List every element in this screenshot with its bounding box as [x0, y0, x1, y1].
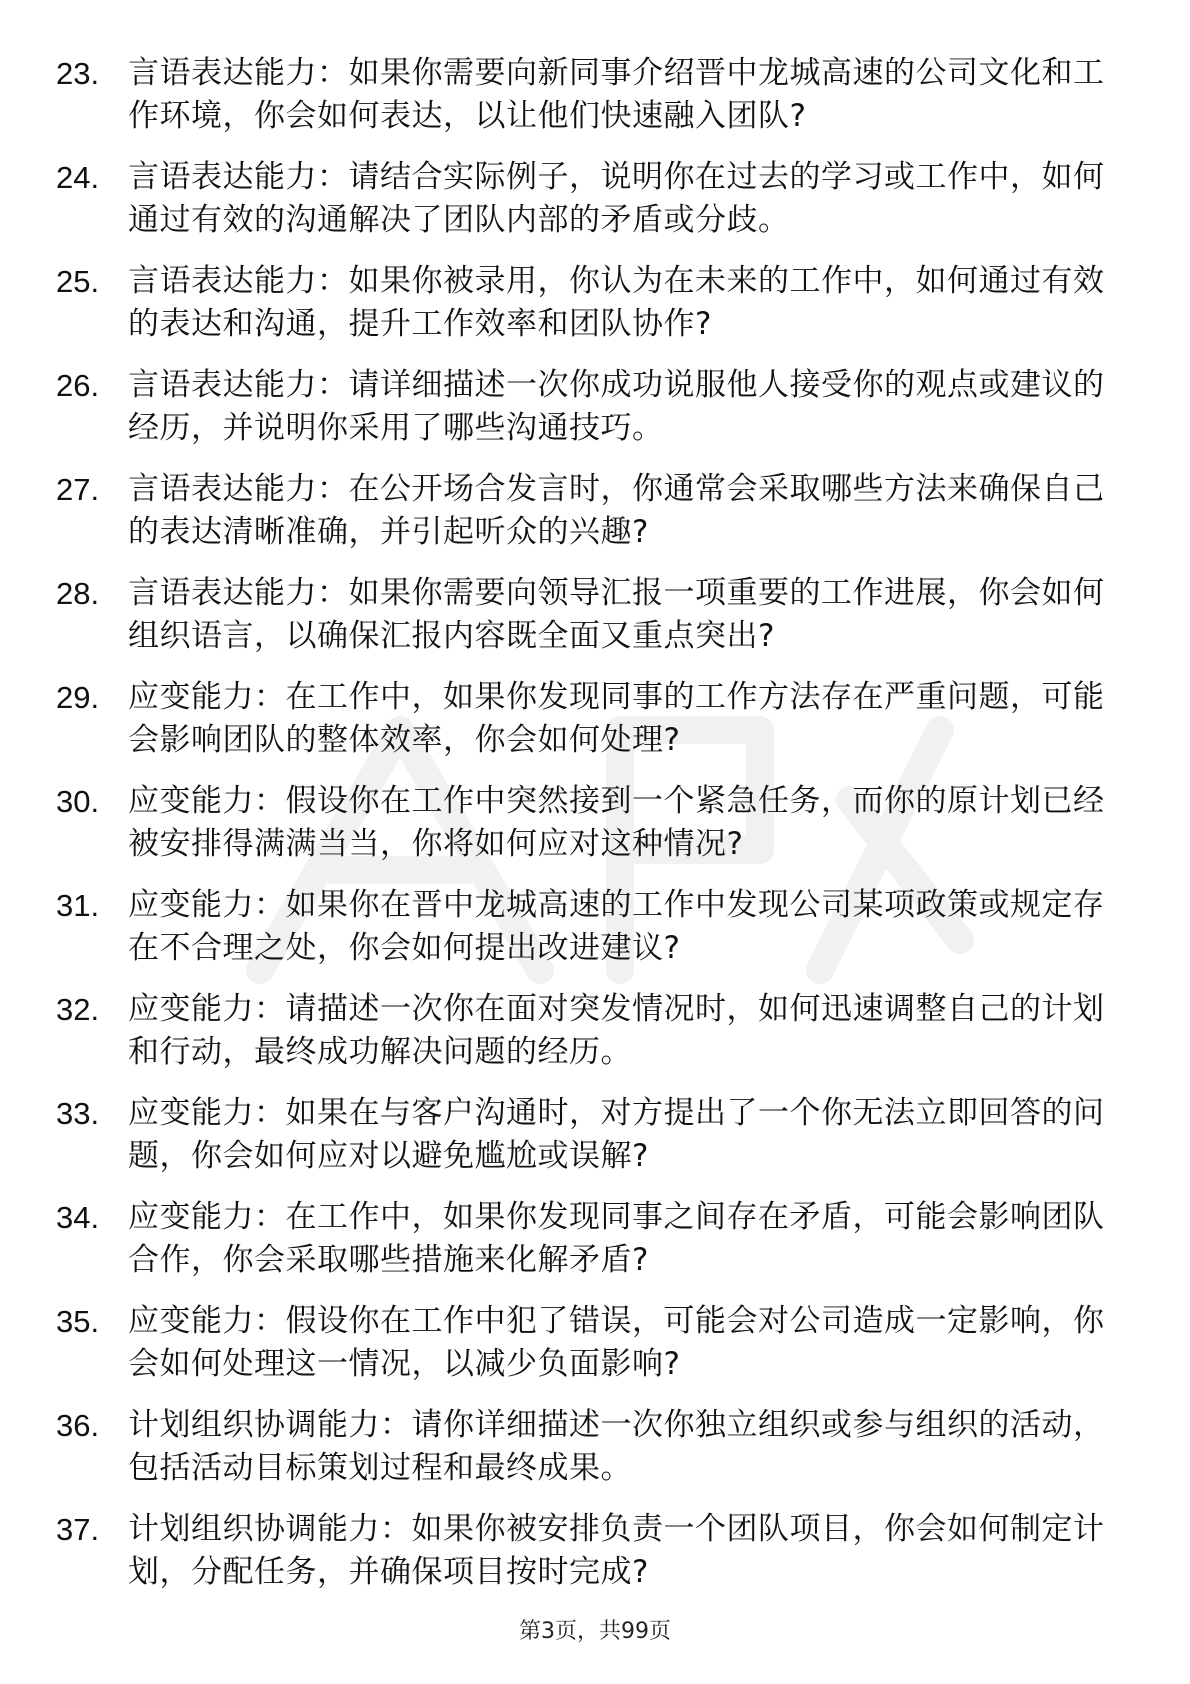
question-list	[56, 52, 1116, 1612]
question-item	[56, 780, 1116, 884]
question-number: 26.	[56, 368, 100, 403]
question-number: 35.	[56, 1304, 100, 1339]
question-item	[56, 1092, 1116, 1196]
question-text: 言语表达能力：请结合实际例子，说明你在过去的学习或工作中，如何通过有效的沟通解决了团队内部的矛盾或分歧。	[128, 159, 1105, 238]
question-text: 应变能力：在工作中，如果你发现同事的工作方法存在严重问题，可能会影响团队的整体效率，你会如何处理?	[128, 679, 1105, 758]
question-item	[56, 572, 1116, 676]
question-text: 应变能力：假设你在工作中犯了错误，可能会对公司造成一定影响，你会如何处理这一情况，以减少负面影响?	[128, 1303, 1105, 1382]
question-text: 应变能力：请描述一次你在面对突发情况时，如何迅速调整自己的计划和行动，最终成功解决问题的经历。	[128, 991, 1105, 1070]
question-text: 计划组织协调能力：如果你被安排负责一个团队项目，你会如何制定计划，分配任务，并确保项目按时完成?	[128, 1511, 1105, 1590]
question-number: 25.	[56, 264, 100, 299]
question-number: 29.	[56, 680, 100, 715]
question-item	[56, 1300, 1116, 1404]
question-item	[56, 468, 1116, 572]
question-number: 30.	[56, 784, 100, 819]
page-footer	[0, 1614, 1190, 1645]
question-number: 32.	[56, 992, 100, 1027]
page-number-label: 第3页，共99页	[519, 1619, 671, 1644]
question-number: 34.	[56, 1200, 100, 1235]
question-number: 28.	[56, 576, 100, 611]
question-item	[56, 1404, 1116, 1508]
question-item	[56, 884, 1116, 988]
question-number: 23.	[56, 56, 100, 91]
question-text: 应变能力：假设你在工作中突然接到一个紧急任务，而你的原计划已经被安排得满满当当，你将如何应对这种情况?	[128, 783, 1105, 862]
question-number: 37.	[56, 1512, 100, 1547]
question-text: 计划组织协调能力：请你详细描述一次你独立组织或参与组织的活动，包括活动目标策划过程和最终成果。	[128, 1407, 1105, 1486]
question-item	[56, 260, 1116, 364]
question-text: 言语表达能力：如果你被录用，你认为在未来的工作中，如何通过有效的表达和沟通，提升工作效率和团队协作?	[128, 263, 1105, 342]
question-text: 应变能力：在工作中，如果你发现同事之间存在矛盾，可能会影响团队合作，你会采取哪些措施来化解矛盾?	[128, 1199, 1105, 1278]
question-item	[56, 988, 1116, 1092]
question-number: 33.	[56, 1096, 100, 1131]
question-text: 应变能力：如果你在晋中龙城高速的工作中发现公司某项政策或规定存在不合理之处，你会如何提出改进建议?	[128, 887, 1105, 966]
question-text: 言语表达能力：请详细描述一次你成功说服他人接受你的观点或建议的经历，并说明你采用了哪些沟通技巧。	[128, 367, 1105, 446]
question-text: 应变能力：如果在与客户沟通时，对方提出了一个你无法立即回答的问题，你会如何应对以避免尴尬或误解?	[128, 1095, 1105, 1174]
question-number: 31.	[56, 888, 100, 923]
question-text: 言语表达能力：如果你需要向新同事介绍晋中龙城高速的公司文化和工作环境，你会如何表达，以让他们快速融入团队?	[128, 55, 1105, 134]
question-item	[56, 676, 1116, 780]
question-number: 36.	[56, 1408, 100, 1443]
question-text: 言语表达能力：在公开场合发言时，你通常会采取哪些方法来确保自己的表达清晰准确，并引起听众的兴趣?	[128, 471, 1105, 550]
question-item	[56, 156, 1116, 260]
question-item	[56, 364, 1116, 468]
question-text: 言语表达能力：如果你需要向领导汇报一项重要的工作进展，你会如何组织语言，以确保汇报内容既全面又重点突出?	[128, 575, 1105, 654]
question-item	[56, 52, 1116, 156]
question-number: 27.	[56, 472, 100, 507]
question-item	[56, 1508, 1116, 1612]
question-number: 24.	[56, 160, 100, 195]
question-item	[56, 1196, 1116, 1300]
